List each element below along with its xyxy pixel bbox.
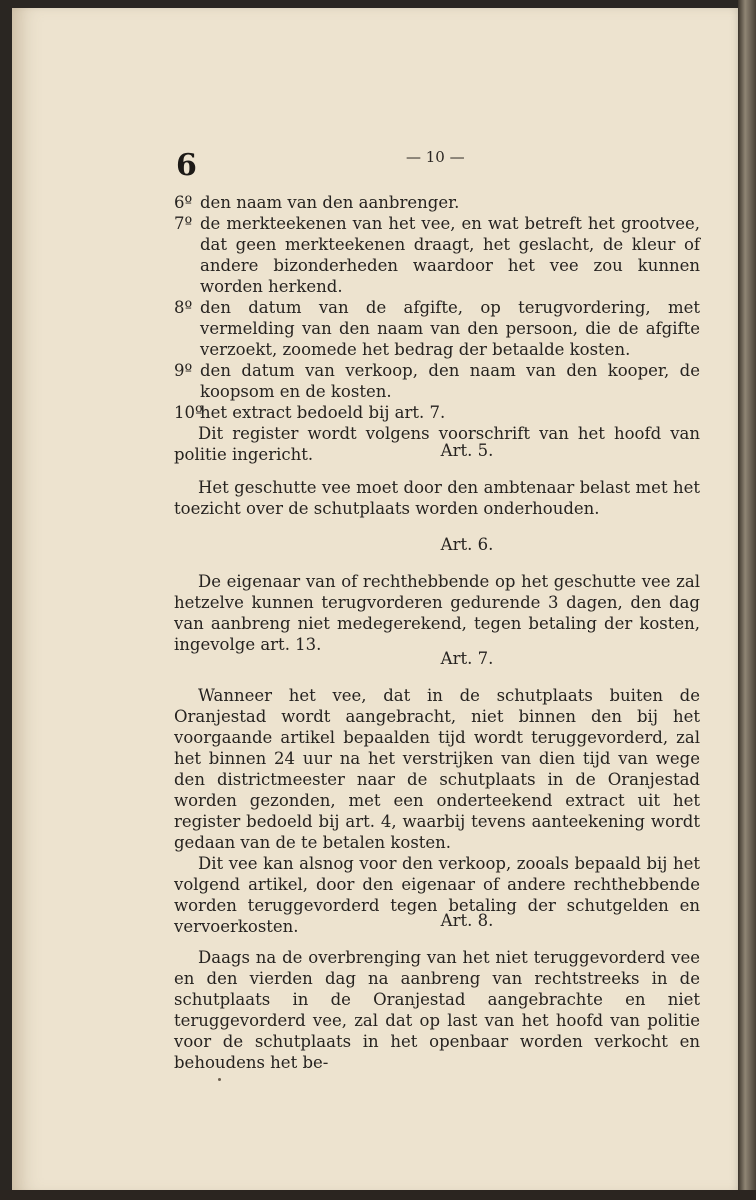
list-item xyxy=(174,402,700,423)
article-paragraph: Daags na de overbrenging van het niet teruggevorderd vee en den vierden dag na aanbreng van rechtstreeks in de schutplaats in de Oranjestad aangebrachte en niet teruggevorderd vee, zal dat op last van het hoofd van politie voor de schutplaats in het openbaar worden verkocht en behoudens het be- xyxy=(174,948,700,1072)
article-8 xyxy=(174,910,700,1073)
article-paragraph: De eigenaar van of rechthebbende op het geschutte vee zal hetzelve kunnen terugvorderen gedurende 3 dagen, den dag van aanbreng niet medegerekend, tegen betaling der kosten, ingevolge art. 13. xyxy=(174,572,700,654)
article-paragraph: Wanneer het vee, dat in de schutplaats buiten de Oranjestad wordt aangebracht, niet binnen den bij het voorgaande artikel bepaalden tijd wordt teruggevorderd, zal het binnen 24 uur na het verstrijken van dien tijd van wege den districtmeester naar de schutplaats in de Oranjestad worden gezonden, met een onderteekend extract uit het register bedoeld bij art. 4, waarbij tevens aanteekening wordt gedaan van de te betalen kosten. xyxy=(174,686,700,852)
item-list xyxy=(174,192,700,465)
list-item xyxy=(174,213,700,297)
item-text: de merkteekenen van het vee, en wat betreft het grootvee, dat geen merkteekenen draagt, het geslacht, de kleur of andere bizonderheden waardoor het vee zou kunnen worden herkend. xyxy=(200,214,700,296)
article-paragraph: Het geschutte vee moet door den ambtenaar belast met het toezicht over de schutplaats worden onderhouden. xyxy=(174,478,700,518)
item-number: 6º xyxy=(174,193,193,212)
article-heading: Art. 5. xyxy=(440,441,494,460)
article-paragraph: Dit vee kan alsnog voor den verkoop, zooals bepaald bij het volgend artikel, door den eigenaar of andere rechthebbende worden teruggevorderd tegen betaling der schutgelden en vervoerkosten. xyxy=(174,854,700,936)
article-heading: Art. 6. xyxy=(440,535,494,554)
article-6 xyxy=(174,534,700,655)
list-item xyxy=(174,192,700,213)
item-text: den naam van den aanbrenger. xyxy=(200,193,460,212)
article-heading: Art. 8. xyxy=(440,911,494,930)
item-number: 10º xyxy=(174,403,203,422)
item-number: 8º xyxy=(174,298,193,317)
list-item xyxy=(174,297,700,360)
register-paragraph: Dit register wordt volgens voorschrift van het hoofd van politie ingericht. xyxy=(174,424,700,464)
signature-mark: 6 xyxy=(176,148,197,183)
item-text: den datum van verkoop, den naam van den kooper, de koopsom en de kosten. xyxy=(200,361,700,401)
article-7 xyxy=(174,648,700,937)
page-number: — 10 — xyxy=(406,148,465,166)
item-number: 7º xyxy=(174,214,193,233)
article-heading: Art. 7. xyxy=(440,649,494,668)
item-number: 9º xyxy=(174,361,193,380)
ink-speck xyxy=(218,1078,221,1081)
bottom-edge xyxy=(0,1190,756,1200)
item-text: den datum van de afgifte, op terugvordering, met vermelding van den naam van den persoon, die de afgifte verzoekt, zoomede het bedrag der betaalde kosten. xyxy=(200,298,700,359)
page-edge xyxy=(738,0,756,1200)
list-item xyxy=(174,360,700,402)
item-text: het extract bedoeld bij art. 7. xyxy=(200,403,446,422)
article-5 xyxy=(174,440,700,519)
